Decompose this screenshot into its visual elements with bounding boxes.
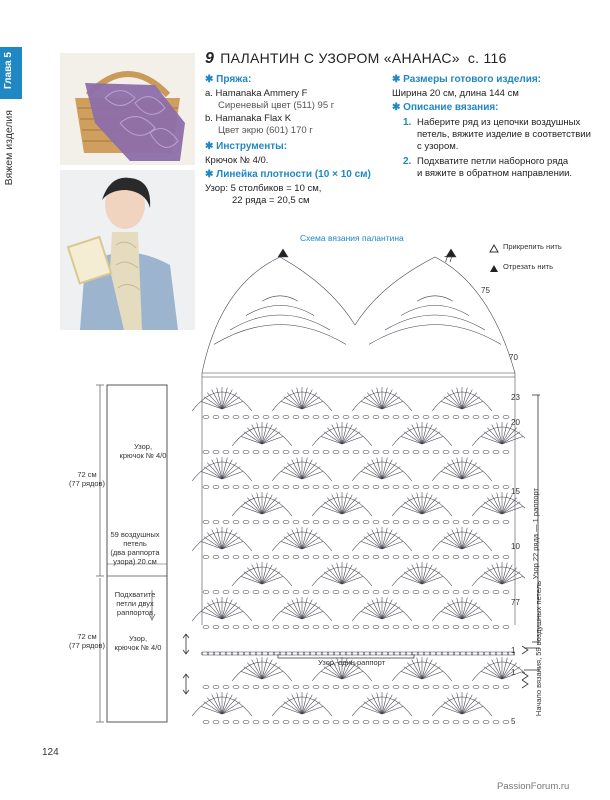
chapter-tab <box>0 47 22 99</box>
step-2-line-2: и вяжите в обратном направлении. <box>417 168 573 179</box>
pattern-title <box>205 50 507 68</box>
row-label-70: 70 <box>509 353 518 362</box>
gauge-line-2: 22 ряда = 20,5 см <box>232 195 310 206</box>
schematic-chain-label: 59 воздушных петель (два раппорта узора) 20 см <box>110 530 160 566</box>
size-heading: ✱ Размеры готового изделия: <box>392 74 542 85</box>
row-label-23: 23 <box>511 393 520 402</box>
right-bracket-lines <box>520 380 550 720</box>
chapter-label: Глава 5 <box>3 52 14 90</box>
row-label-77-top: 77 <box>444 255 453 264</box>
row-label-1-lower: 1 <box>511 668 516 677</box>
row-label-5: 5 <box>511 717 516 726</box>
hook-size: Крючок № 4/0. <box>205 155 269 166</box>
schematic-bottom-length: 72 см (77 рядов) <box>68 632 106 650</box>
pattern-name: ПАЛАНТИН С УЗОРОМ «АНАНАС» <box>220 50 460 66</box>
gauge-line-1: Узор: 5 столбиков = 10 см, <box>205 183 322 194</box>
star-icon: ✱ <box>392 74 404 85</box>
repeat-label-vertical: Узор 22 ряда — 1 раппорт <box>531 488 540 580</box>
description-heading: ✱ Описание вязания: <box>392 102 499 113</box>
pickup-arrows <box>180 632 192 702</box>
gauge-heading: ✱ Линейка плотности (10 × 10 см) <box>205 169 371 180</box>
watermark: PassionForum.ru <box>497 781 570 792</box>
row-label-75: 75 <box>481 286 490 295</box>
yarn-a-detail: Сиреневый цвет (511) 95 г <box>218 100 335 111</box>
schematic-bottom-label: Узор, крючок № 4/0 <box>114 634 162 652</box>
row-label-15: 15 <box>511 487 520 496</box>
yarn-heading: ✱ Пряжа: <box>205 74 252 85</box>
yarn-a: a. Hamanaka Ammery F <box>205 88 308 99</box>
row-label-77: 77 <box>511 598 520 607</box>
step-2-number: 2. <box>403 156 412 167</box>
page-reference: с. 116 <box>467 50 507 66</box>
step-1-line-2: петель, вяжите изделие в соответствии <box>417 129 591 140</box>
size-value: Ширина 20 см, длина 144 см <box>392 88 519 99</box>
legend-attach: Прикрепить нить <box>503 242 562 251</box>
star-icon: ✱ <box>205 74 217 85</box>
star-icon: ✱ <box>392 102 404 113</box>
tools-heading: ✱ Инструменты: <box>205 141 288 152</box>
yarn-b-detail: Цвет экрю (601) 170 г <box>218 125 313 136</box>
star-icon: ✱ <box>205 141 217 152</box>
row-label-10: 10 <box>511 542 520 551</box>
section-label: Вяжем изделия <box>3 110 15 186</box>
diagram-title: Схема вязания палантина <box>300 233 404 243</box>
row-label-20: 20 <box>511 418 520 427</box>
photo-person-scarf <box>60 170 195 330</box>
bottom-repeat-label: Узор, один раппорт <box>318 658 386 667</box>
pattern-number: 9 <box>205 50 215 67</box>
schematic-top-length: 72 см (77 рядов) <box>68 470 106 488</box>
star-icon: ✱ <box>205 169 217 180</box>
photo-basket-scarf <box>60 53 195 165</box>
schematic-pickup-label: Подхватите петли двух раппортов <box>114 590 156 617</box>
step-1-line-1: Наберите ряд из цепочки воздушных <box>417 117 581 128</box>
start-label-vertical: Начало вязания, 59 воздушных петель <box>534 581 543 717</box>
row-label-1: 1 <box>511 646 516 655</box>
step-1-number: 1. <box>403 117 412 128</box>
schematic-top-label: Узор, крючок № 4/0 <box>119 442 167 460</box>
step-1-line-3: с узором. <box>417 141 459 152</box>
step-2-line-1: Подхватите петли наборного ряда <box>417 156 569 167</box>
bottom-repeat-bracket <box>276 652 416 662</box>
yarn-b: b. Hamanaka Flax K <box>205 113 292 124</box>
legend-cut: Отрезать нить <box>503 262 553 271</box>
page-number: 124 <box>42 747 59 758</box>
